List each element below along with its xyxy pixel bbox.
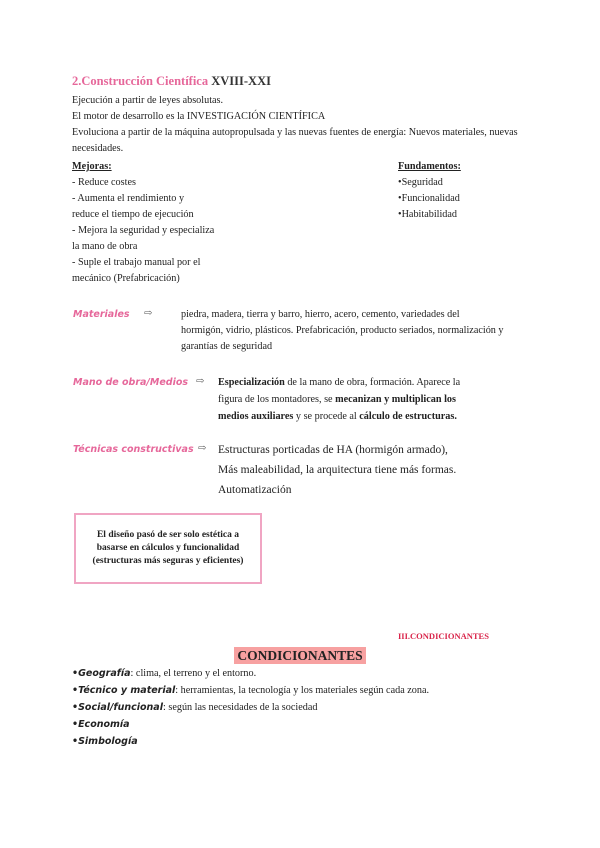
mejoras-line: la mano de obra [72, 241, 138, 252]
fundamentos-item: •Seguridad [398, 177, 443, 188]
arrow-right-icon: ⇨ [196, 376, 205, 387]
mejoras-line: - Suple el trabajo manual por el [72, 257, 201, 268]
list-item: •Economía [72, 719, 130, 730]
tecnicas-line: Estructuras porticadas de HA (hormigón armado), [218, 444, 448, 456]
intro-text [72, 93, 532, 157]
arrow-right-icon: ⇨ [144, 308, 153, 319]
materiales-line: garantías de seguridad [181, 341, 273, 352]
list-item: •Simbología [72, 736, 138, 747]
fundamentos-item: •Habitabilidad [398, 209, 458, 220]
mano-obra-line: Especialización de la mano de obra, formación. Aparece la [218, 377, 461, 388]
materiales-line: hormigón, vidrio, plásticos. Prefabricación, producto seriados, normalización y [181, 325, 504, 336]
mejoras-line: reduce el tiempo de ejecución [72, 209, 194, 220]
mejoras-line: mecánico (Prefabricación) [72, 273, 180, 284]
mano-obra-line: medios auxiliares y se procede al cálculo de estructuras. [218, 411, 457, 422]
highlight-box-text: El diseño pasó de ser solo estética a basarse en cálculos y funcionalidad (estructuras más seguras y eficientes) [92, 530, 244, 566]
tecnicas-line: Automatización [218, 484, 292, 496]
list-item: •Técnico y material: herramientas, la tecnología y los materiales según cada zona. [72, 685, 430, 696]
materiales-line: piedra, madera, tierra y barro, hierro, acero, cemento, variedades del [181, 309, 460, 320]
mejoras-line: - Reduce costes [72, 177, 136, 188]
arrow-right-icon: ⇨ [198, 443, 207, 454]
fundamentos-title: Fundamentos: [398, 161, 461, 172]
tecnicas-line: Más maleabilidad, la arquitectura tiene más formas. [218, 464, 457, 476]
intro-line: El motor de desarrollo es la INVESTIGACIÓN CIENTÍFICA [72, 111, 326, 122]
mano-obra-label: Mano de obra/Medios [73, 377, 189, 388]
condicionantes-title: CONDICIONANTES [234, 647, 365, 664]
condicionantes-heading [0, 647, 600, 665]
mejoras-line: - Aumenta el rendimiento y [72, 193, 185, 204]
fundamentos-item: •Funcionalidad [398, 193, 460, 204]
section-mark: III.CONDICIONANTES [398, 631, 489, 641]
mejoras-line: - Mejora la seguridad y especializa [72, 225, 215, 236]
tecnicas-label: Técnicas constructivas [73, 444, 194, 455]
intro-line: Ejecución a partir de leyes absolutas. [72, 95, 224, 106]
section-title-main: 2.Construcción Científica [72, 74, 209, 88]
section-title-period: XVIII-XXI [211, 74, 271, 88]
materiales-text [181, 307, 531, 355]
tecnicas-text [218, 440, 456, 500]
list-item: •Social/funcional: según las necesidades de la sociedad [72, 702, 318, 713]
mejoras-block [72, 159, 214, 287]
section-title [72, 74, 271, 89]
mejoras-title: Mejoras: [72, 161, 112, 172]
intro-line: Evoluciona a partir de la máquina autopropulsada y las nuevas fuentes de energía: Nuevos materiales, nuevas [72, 127, 518, 138]
intro-line: necesidades. [72, 143, 124, 154]
list-item: •Geografía: clima, el terreno y el entorno. [72, 668, 257, 679]
materiales-label: Materiales [73, 309, 130, 320]
mano-obra-line: figura de los montadores, se mecanizan y multiplican los [218, 394, 456, 405]
highlight-box [74, 513, 262, 584]
fundamentos-block [398, 159, 461, 223]
mano-obra-text [218, 374, 508, 425]
condicionantes-list [72, 665, 542, 750]
